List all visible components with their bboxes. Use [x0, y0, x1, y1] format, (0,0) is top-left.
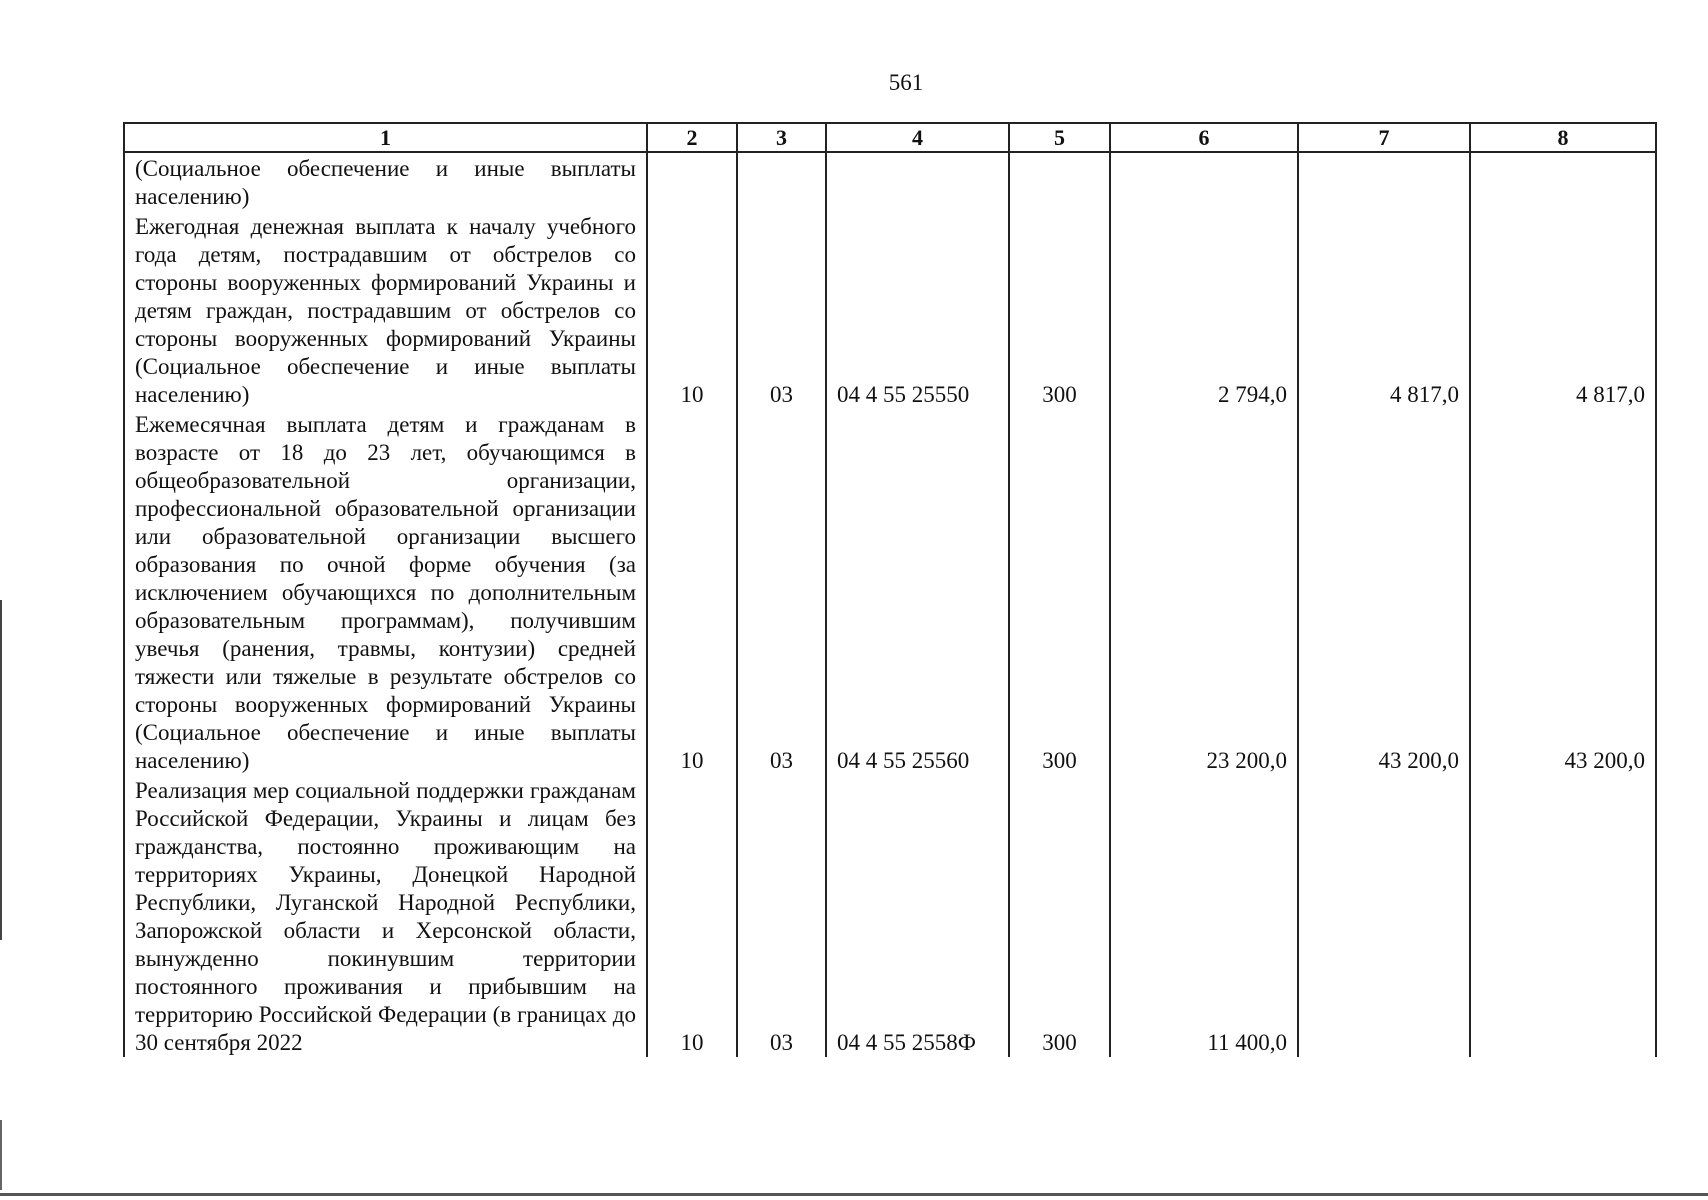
row-subsection: 03 — [737, 775, 826, 1057]
row-section — [647, 152, 737, 211]
column-header-6: 6 — [1110, 123, 1298, 152]
row-expense-type: 300 — [1009, 211, 1110, 409]
row-subsection: 03 — [737, 211, 826, 409]
row-subsection — [737, 152, 826, 211]
row-amount-year-2: 43 200,0 — [1298, 409, 1470, 775]
budget-table — [123, 122, 1657, 1057]
row-description: Ежегодная денежная выплата к началу учебного года детям, пострадавшим от обстрелов со стороны вооруженных формирований Украины и детям граждан, пострадавшим от обстрелов со стороны вооруженных формирований Украины (Социальное обеспечение и иные выплаты населению) — [124, 211, 647, 409]
row-amount-year-3: 4 817,0 — [1470, 211, 1656, 409]
table-row — [124, 409, 1656, 775]
row-amount-year-1 — [1110, 152, 1298, 211]
column-header-3: 3 — [737, 123, 826, 152]
row-target-code: 04 4 55 2558Ф — [826, 775, 1009, 1057]
header-row — [124, 123, 1656, 152]
row-amount-year-1: 2 794,0 — [1110, 211, 1298, 409]
page-number: 561 — [888, 70, 924, 95]
table-row — [124, 211, 1656, 409]
row-amount-year-2 — [1298, 775, 1470, 1057]
row-amount-year-3 — [1470, 152, 1656, 211]
row-section: 10 — [647, 211, 737, 409]
row-description: (Социальное обеспечение и иные выплаты населению) — [124, 152, 647, 211]
row-target-code: 04 4 55 25560 — [826, 409, 1009, 775]
table-row — [124, 775, 1656, 1057]
row-amount-year-2 — [1298, 152, 1470, 211]
scan-edge-bottom — [0, 1193, 1708, 1196]
column-header-2: 2 — [647, 123, 737, 152]
column-header-4: 4 — [826, 123, 1009, 152]
row-section: 10 — [647, 409, 737, 775]
row-section: 10 — [647, 775, 737, 1057]
row-expense-type: 300 — [1009, 409, 1110, 775]
row-target-code — [826, 152, 1009, 211]
column-header-5: 5 — [1009, 123, 1110, 152]
column-header-7: 7 — [1298, 123, 1470, 152]
row-amount-year-1: 23 200,0 — [1110, 409, 1298, 775]
row-amount-year-3 — [1470, 775, 1656, 1057]
row-subsection: 03 — [737, 409, 826, 775]
row-expense-type — [1009, 152, 1110, 211]
column-header-1: 1 — [124, 123, 647, 152]
row-amount-year-1: 11 400,0 — [1110, 775, 1298, 1057]
column-header-8: 8 — [1470, 123, 1656, 152]
row-target-code: 04 4 55 25550 — [826, 211, 1009, 409]
scan-edge-left — [0, 600, 2, 940]
row-expense-type: 300 — [1009, 775, 1110, 1057]
row-amount-year-2: 4 817,0 — [1298, 211, 1470, 409]
row-description: Ежемесячная выплата детям и гражданам в возрасте от 18 до 23 лет, обучающимся в общеобразовательной организации, профессиональной образовательной организации или образовательной организации высшего образования по очной форме обучения (за исключением обучающихся по дополнительным образовательным программам), получившим увечья (ранения, травмы, контузии) средней тяжести или тяжелые в результате обстрелов со стороны вооруженных формирований Украины (Социальное обеспечение и иные выплаты населению) — [124, 409, 647, 775]
row-amount-year-3: 43 200,0 — [1470, 409, 1656, 775]
scan-edge-mark — [0, 1120, 2, 1190]
row-description: Реализация мер социальной поддержки гражданам Российской Федерации, Украины и лицам без гражданства, постоянно проживающим на территориях Украины, Донецкой Народной Республики, Луганской Народной Республики, Запорожской области и Херсонской области, вынужденно покинувшим территории постоянного проживания и прибывшим на территорию Российской Федерации (в границах до 30 сентября 2022 — [124, 775, 647, 1057]
table-row — [124, 152, 1656, 211]
